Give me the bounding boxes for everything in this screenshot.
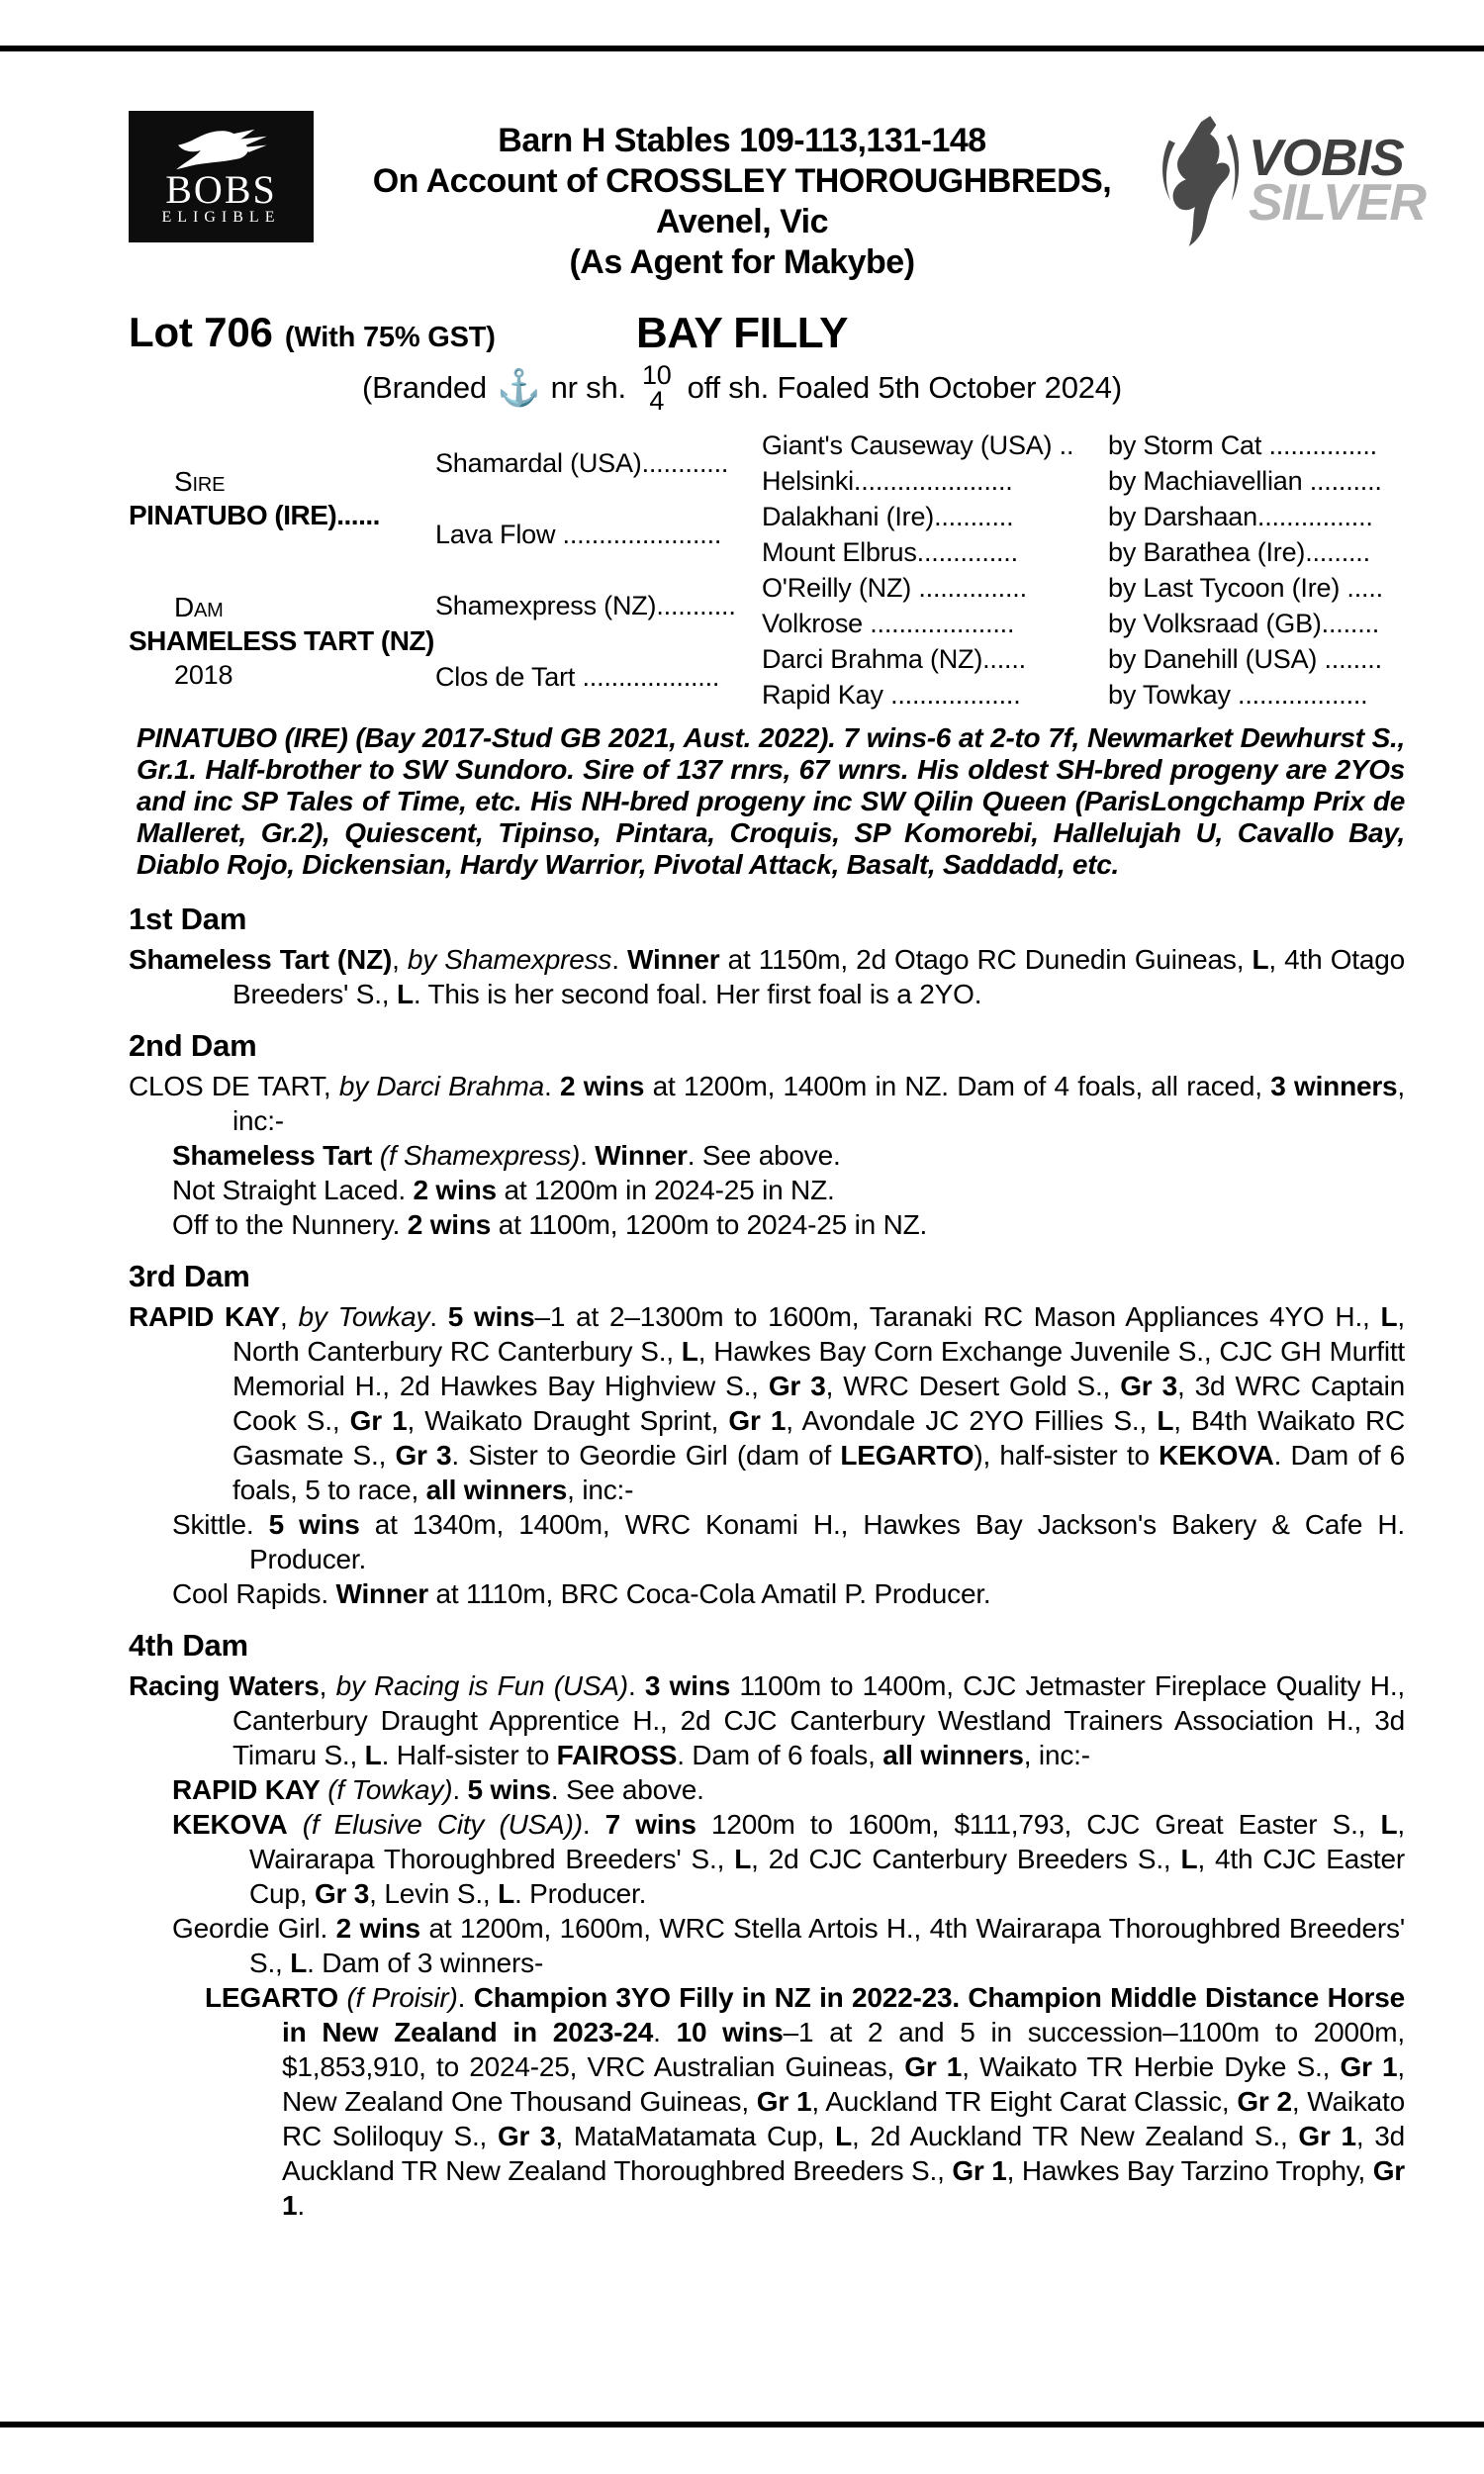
lot-number: Lot 706: [129, 309, 273, 355]
pedigree-grandparent: Giant's Causeway (USA) ..: [762, 429, 1074, 460]
dam-cell: [129, 570, 435, 713]
bobs-logo-subtitle: ELIGIBLE: [161, 208, 281, 226]
vobis-logo-text: [1249, 129, 1426, 232]
pedigree-parent: Lava Flow ......................: [435, 519, 722, 549]
dam-entry: Cool Rapids. Winner at 1110m, BRC Coca-Cola Amatil P. Producer.: [172, 1578, 991, 1609]
lot-sex-color-title: BAY FILLY: [636, 309, 848, 357]
dam-entry: RAPID KAY, by Towkay. 5 wins–1 at 2–1300m to 1600m, Taranaki RC Mason Appliances 4YO H., L, North Canterbury RC Canterbury S., L, Hawkes Bay Corn Exchange Juvenile S., CJC GH Murfitt Memorial H., 2d Hawkes Bay Highview S., Gr 3, WRC Desert Gold S., Gr 3, 3d WRC Captain Cook S., Gr 1, Waikato Draught Sprint, Gr 1, Avondale JC 2YO Fillies S., L, B4th Waikato RC Gasmate S., Gr 3. Sister to Geordie Girl (dam of LEGARTO), half-sister to KEKOVA. Dam of 6 foals, 5 to race, all winners, inc:-: [129, 1301, 1406, 1505]
lot-number-block: [129, 309, 496, 356]
pedigree-grandparent-sire: by Barathea (Ire).........: [1108, 536, 1370, 567]
location-line: Avenel, Vic: [655, 203, 829, 240]
agent-line: (As Agent for Makybe): [569, 243, 915, 281]
pedigree-table: [129, 428, 1405, 713]
dam-entry: Off to the Nunnery. 2 wins at 1100m, 1200m to 2024-25 in NZ.: [172, 1209, 928, 1240]
dam-label: Dam: [174, 592, 224, 622]
catalogue-text: [129, 722, 1405, 2223]
sire-name: PINATUBO (IRE)......: [129, 500, 380, 530]
dam-entry: KEKOVA (f Elusive City (USA)). 7 wins 1200m to 1600m, $111,793, CJC Great Easter S., L, Wairarapa Thoroughbred Breeders' S., L, 2d CJC Canterbury Breeders S., L, 4th CJC Easter Cup, Gr 3, Levin S., L. Producer.: [172, 1809, 1405, 1909]
dam-heading: 1st Dam: [129, 902, 247, 936]
brand-number-top: 10: [641, 360, 672, 390]
dam-entry: LEGARTO (f Proisir). Champion 3YO Filly in NZ in 2022-23. Champion Middle Distance Horse in New Zealand in 2023-24. 10 wins–1 at 2 and 5 in succession–1100m to 2000m, $1,853,910, to 2024-25, VRC Australian Guineas, Gr 1, Waikato TR Herbie Dyke S., Gr 1, New Zealand One Thousand Guineas, Gr 1, Auckland TR Eight Carat Classic, Gr 2, Waikato RC Soliloquy S., Gr 3, MataMatamata Cup, L, 2d Auckland TR New Zealand S., Gr 1, 3d Auckland TR New Zealand Thoroughbred Breeders S., Gr 1, Hawkes Bay Tarzino Trophy, Gr 1.: [205, 1982, 1406, 2221]
dam-entry: Geordie Girl. 2 wins at 1200m, 1600m, WRC Stella Artois H., 4th Wairarapa Thoroughbred Breeders' S., L. Dam of 3 winners-: [172, 1913, 1405, 1978]
pedigree-parent: Clos de Tart ...................: [435, 661, 720, 692]
dam-entry: Shameless Tart (NZ), by Shamexpress. Winner at 1150m, 2d Otago RC Dunedin Guineas, L, 4th Otago Breeders' S., L. This is her second foal. Her first foal is a 2YO.: [129, 944, 1405, 1009]
pedigree-parent: Shamardal (USA)............: [435, 447, 729, 478]
dam-heading: 2nd Dam: [129, 1028, 257, 1063]
vendor-header: [326, 121, 1158, 283]
dam-year: 2018: [174, 660, 233, 690]
account-line: On Account of CROSSLEY THOROUGHBREDS,: [372, 162, 1112, 200]
bottom-rule: [0, 2422, 1484, 2427]
lot-row: [0, 309, 1484, 360]
dam-entry: CLOS DE TART, by Darci Brahma. 2 wins at 1200m, 1400m in NZ. Dam of 4 foals, all raced, 3 winners, inc:-: [129, 1071, 1406, 1136]
vobis-logo-title: VOBIS: [1249, 129, 1404, 187]
sire-summary: PINATUBO (IRE) (Bay 2017-Stud GB 2021, Aust. 2022). 7 wins-6 at 2-to 7f, Newmarket Dewhurst S., Gr.1. Half-brother to SW Sundoro. Sire of 137 rnrs, 67 wnrs. His oldest SH-bred progeny are 2YOs and inc SP Tales of Time, etc. His NH-bred progeny inc SW Qilin Queen (ParisLongchamp Prix de Malleret, Gr.2), Quiescent, Tipinso, Pintara, Croquis, SP Komorebi, Hallelujah U, Cavallo Bay, Diablo Rojo, Dickensian, Hardy Warrior, Pivotal Attack, Basalt, Saddadd, etc.: [137, 722, 1405, 880]
dam-entry: Not Straight Laced. 2 wins at 1200m in 2024-25 in NZ.: [172, 1175, 835, 1205]
horse-head-icon: [163, 128, 280, 171]
dam-entry: RAPID KAY (f Towkay). 5 wins. See above.: [172, 1774, 704, 1805]
dam-sections: [129, 901, 1405, 2223]
pedigree-grandparent: Helsinki......................: [762, 465, 1013, 496]
top-rule: [0, 46, 1484, 51]
dam-heading: 3rd Dam: [129, 1259, 250, 1293]
brand-near-shoulder: nr sh.: [550, 370, 626, 405]
dam-name: SHAMELESS TART (NZ): [129, 625, 434, 656]
lot-gst-note: (With 75% GST): [284, 322, 496, 353]
pedigree-grandparent-sire: by Last Tycoon (Ire) .....: [1108, 572, 1383, 603]
dam-entry: Skittle. 5 wins at 1340m, 1400m, WRC Konami H., Hawkes Bay Jackson's Bakery & Cafe H. Producer.: [172, 1509, 1406, 1574]
pedigree-grandparent-sire: by Storm Cat ...............: [1108, 429, 1377, 460]
pedigree-grandparent: Volkrose ....................: [762, 608, 1015, 638]
pedigree-grandparent-sire: by Volksraad (GB)........: [1108, 608, 1380, 638]
pedigree-grandparent-sire: by Danehill (USA) ........: [1108, 643, 1382, 674]
bobs-logo: [129, 111, 314, 242]
pedigree-grandparent-sire: by Darshaan................: [1108, 501, 1373, 531]
pedigree-grandparent: Rapid Kay ..................: [762, 679, 1021, 710]
brand-suffix: off sh. Foaled 5th October 2024): [687, 370, 1122, 405]
dam-entry: Shameless Tart (f Shamexpress). Winner. See above.: [172, 1140, 841, 1171]
anchor-icon: ⚓: [496, 367, 541, 408]
brand-prefix: (Branded: [362, 370, 487, 405]
pedigree-grandparent: Mount Elbrus..............: [762, 536, 1018, 567]
brand-number: [636, 362, 678, 414]
horse-rider-icon: [1156, 113, 1247, 249]
sire-label: Sire: [174, 466, 226, 497]
vobis-silver-logo: [1156, 109, 1426, 252]
pedigree-grandparent: O'Reilly (NZ) ...............: [762, 572, 1027, 603]
pedigree-parent: Shamexpress (NZ)...........: [435, 590, 736, 620]
pedigree-grandparent-sire: by Machiavellian ..........: [1108, 465, 1382, 496]
pedigree-grandparent: Dalakhani (Ire)...........: [762, 501, 1014, 531]
vobis-logo-subtitle: SILVER: [1249, 173, 1426, 232]
pedigree-grandparent: Darci Brahma (NZ)......: [762, 643, 1026, 674]
bobs-logo-title: BOBS: [165, 166, 277, 212]
brand-number-bottom: 4: [649, 386, 665, 416]
brand-line: [0, 362, 1484, 414]
dam-entry: Racing Waters, by Racing is Fun (USA). 3 wins 1100m to 1400m, CJC Jetmaster Fireplace Quality H., Canterbury Draught Apprentice H., 2d CJC Canterbury Westland Trainers Association H., 3d Timaru S., L. Half-sister to FAIROSS. Dam of 6 foals, all winners, inc:-: [129, 1670, 1405, 1770]
pedigree-grandparent-sire: by Towkay ..................: [1108, 679, 1368, 710]
sire-cell: [129, 428, 435, 570]
dam-heading: 4th Dam: [129, 1628, 248, 1663]
stable-line: Barn H Stables 109-113,131-148: [498, 122, 986, 159]
